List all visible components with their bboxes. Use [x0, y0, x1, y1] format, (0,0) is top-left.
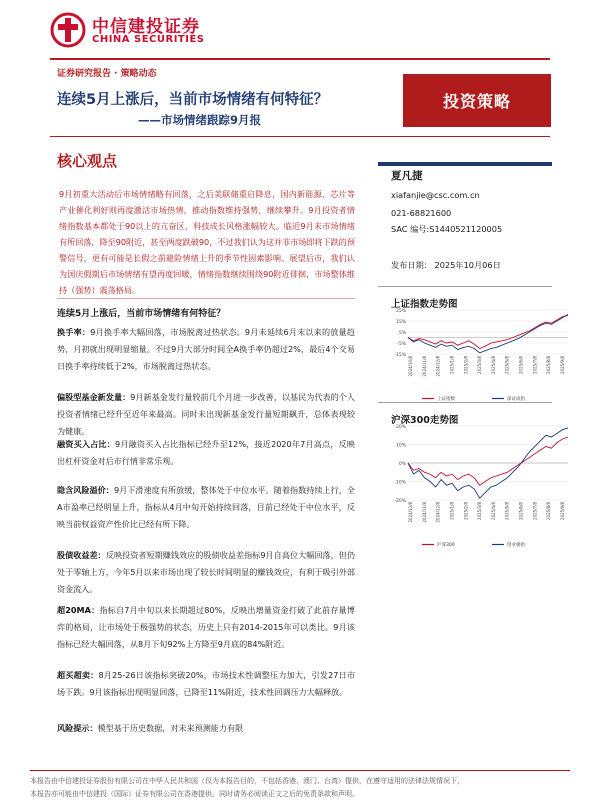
x-tick-label: 2025/4/8	[490, 502, 496, 520]
indicator-text: 9月换手率大幅回落，市场脱离过热状态。9月未延续6月末以来的放量趋势，月初就出现明显缩量。不过9月大部分时间全A换手率仍超过2%，最后4个交易日换手率持续低于2%，市场脱离过热状态。	[57, 327, 355, 371]
x-tick-label: 2025/1/8	[449, 502, 455, 520]
x-tick-label: 2025/2/8	[463, 356, 469, 374]
x-tick-label: 2025/9/8	[560, 502, 565, 520]
x-tick-label: 2024/12/8	[435, 356, 441, 377]
report-series-label: 证券研究报告 · 策略动态	[57, 69, 157, 79]
disclaimer-line: 本报告由中信建投证券股份有限公司在中华人民共和国（仅为本报告目的，不包括香港、澳门、台湾）提供，在遵守适用的法律法规情况下，	[30, 777, 464, 785]
x-tick-label: 2025/4/8	[490, 356, 496, 374]
y-tick-label: 15%	[395, 320, 406, 325]
series-line-secondary	[408, 314, 568, 353]
x-tick-label: 2024/11/8	[421, 502, 427, 523]
disclaimer-line: 本报告亦可能由中信建投（国际）证券有限公司在香港提供。同时请务必阅读正文之后的免责条款和声明。	[30, 790, 359, 798]
indicator-label: 偏股型基金新发量：	[57, 392, 131, 402]
x-tick-label: 2025/8/8	[546, 502, 552, 520]
risk-warning	[57, 720, 355, 737]
x-tick-label: 2025/5/8	[504, 356, 510, 374]
section-divider	[50, 136, 550, 137]
y-tick-label: 5%	[398, 331, 406, 336]
x-tick-label: 2025/5/8	[504, 502, 510, 520]
company-logo	[50, 12, 220, 48]
logo-mark-icon	[50, 12, 86, 48]
indicator-label: 超20MA：	[57, 605, 100, 615]
x-tick-label: 2024/12/8	[435, 502, 441, 523]
indicator-paragraph	[57, 547, 355, 598]
risk-text: 模型基于历史数据，对未来预测能力有限	[97, 723, 244, 733]
x-tick-label: 2025/6/8	[518, 502, 524, 520]
indicator-paragraph	[57, 482, 355, 533]
author-email[interactable]: xiafanjie@csc.com.cn	[391, 190, 480, 200]
core-viewpoints-heading: 核心观点	[57, 152, 118, 170]
indicator-paragraph	[57, 602, 355, 653]
indicator-label: 股债收益差：	[57, 550, 106, 560]
indicator-label: 超买超卖：	[57, 670, 99, 680]
csi300-index-chart	[392, 422, 572, 552]
indicator-paragraph	[57, 324, 355, 375]
x-tick-label: 2025/8/8	[546, 356, 552, 374]
x-tick-label: 2025/3/8	[477, 502, 483, 520]
legend-label: 沪深300	[437, 543, 455, 548]
indicator-paragraph	[57, 389, 355, 440]
y-tick-label: -20%	[394, 499, 406, 504]
summary-divider	[57, 298, 355, 299]
y-tick-label: -15%	[394, 353, 406, 358]
legend-label: 创业板指	[507, 543, 525, 548]
chart-divider	[378, 286, 552, 287]
x-tick-label: 2025/7/8	[532, 356, 538, 374]
y-tick-label: 20%	[395, 425, 406, 430]
author-phone: 021-68821600	[391, 208, 452, 218]
report-subtitle: ——市场情绪跟踪9月报	[138, 113, 262, 127]
author-divider	[378, 162, 552, 166]
footer-divider	[30, 770, 570, 771]
indicator-paragraph	[57, 667, 355, 701]
summary-paragraph: 9月初重大活动后市场情绪略有回落，之后美联储重启降息，国内新能源、芯片等产业催化利好则再度激活市场热情，推动指数维持强势，继续攀升。9月投资者情绪指数基本都处于90以上的亢奋区，科技成长风格涨幅较大。临近9月末市场情绪有所回落，降至90附近，甚至两度跌破90，不过我们认为这并非市场即将下跌的预警信号，更有可能是长假之前避险情绪上升的季节性因素影响。展望后市，我们认为国庆假期后市场情绪有望再度回暖，情绪指数继续围绕90附近徘徊，市场整体维持（强势）震荡格局。	[59, 189, 355, 295]
indicator-text: 9月下滑速度有所放缓，整体处于中位水平。随着指数持续上行，全A市盈率已经明显上升，指标从4月中旬开始持续回落，目前已经处于中位水平，反映当前权益资产性价比已经有所下降。	[57, 485, 355, 529]
x-tick-label: 2024/10/8	[408, 356, 413, 377]
x-tick-label: 2025/2/8	[463, 502, 469, 520]
chart-title: 上证指数走势图	[391, 299, 458, 310]
indicator-label: 换手率：	[57, 327, 91, 337]
indicator-text: 指标自7月中旬以来长期超过80%，反映出增量资金打破了此前存量博弈的格局，让市场处于极强势的状态，历史上只有2014-2015年可以类比。9月该指标已经大幅回落，从8月下旬92%上方降至9月底的84%附近。	[57, 605, 355, 649]
indicator-label: 融资买入占比：	[57, 439, 115, 449]
indicator-text: 8月25-26日该指标突破20%，市场技术性调整压力加大，引发27日市场下跌。9月该指标出现明显回落，已降至11%附近，技术性回调压力大幅释放。	[57, 670, 355, 697]
x-tick-label: 2024/10/8	[408, 502, 413, 523]
x-tick-label: 2024/11/8	[421, 356, 427, 377]
shanghai-index-chart	[392, 306, 572, 406]
chart-divider	[378, 402, 552, 403]
x-tick-label: 2025/6/8	[518, 356, 524, 374]
indicator-paragraph	[57, 436, 355, 470]
publish-date: 发布日期： 2025年10月06日	[391, 260, 501, 270]
x-tick-label: 2025/9/8	[560, 356, 565, 374]
brand-name-cn: 中信建投证券	[92, 17, 200, 37]
x-tick-label: 2025/3/8	[477, 356, 483, 374]
indicator-label: 隐含风险溢价：	[57, 485, 114, 495]
category-banner	[403, 74, 551, 127]
y-tick-label: -10%	[394, 480, 406, 486]
indicator-text: 9月融资买入占比指标已经升至12%，接近2020年7月高点，反映出杠杆资金对后市行情非常乐观。	[57, 439, 355, 466]
indicator-text: 9月新基金发行量较前几个月进一步改善，以基民为代表的个人投资者情绪已经升至近年来最高。同时未出现新基金发行量短期飙升，总体表现较为健康。	[57, 392, 355, 436]
author-name: 夏凡捷	[391, 170, 423, 182]
y-tick-label: 25%	[395, 309, 406, 314]
y-tick-label: 0%	[398, 462, 406, 467]
author-sac-number: SAC 编号:S1440521120005	[391, 224, 503, 234]
indicator-text: 反映投资者短期赚钱效应的股债收益差指标9月自高位大幅回落，但仍处于零轴上方，今年5月以来市场出现了较长时间明显的赚钱效应，有利于吸引外部资金流入。	[57, 550, 355, 594]
x-tick-label: 2025/1/8	[449, 356, 455, 374]
y-tick-label: 10%	[395, 443, 406, 449]
y-tick-label: -5%	[397, 342, 406, 347]
brand-name-en: CHINA SECURITIES	[92, 34, 205, 45]
legend-label: 深证成指	[507, 397, 525, 402]
category-label: 投资策略	[442, 92, 511, 111]
legend-label: 上证指数	[437, 397, 455, 402]
header-divider	[50, 58, 550, 60]
chart-title: 沪深300走势图	[391, 415, 459, 426]
lead-heading: 连续5月上涨后，当前市场情绪有何特征？	[57, 309, 226, 319]
risk-label: 风险提示：	[57, 723, 98, 733]
report-title: 连续5月上涨后，当前市场情绪有何特征？	[57, 92, 329, 108]
x-tick-label: 2025/7/8	[532, 502, 538, 520]
